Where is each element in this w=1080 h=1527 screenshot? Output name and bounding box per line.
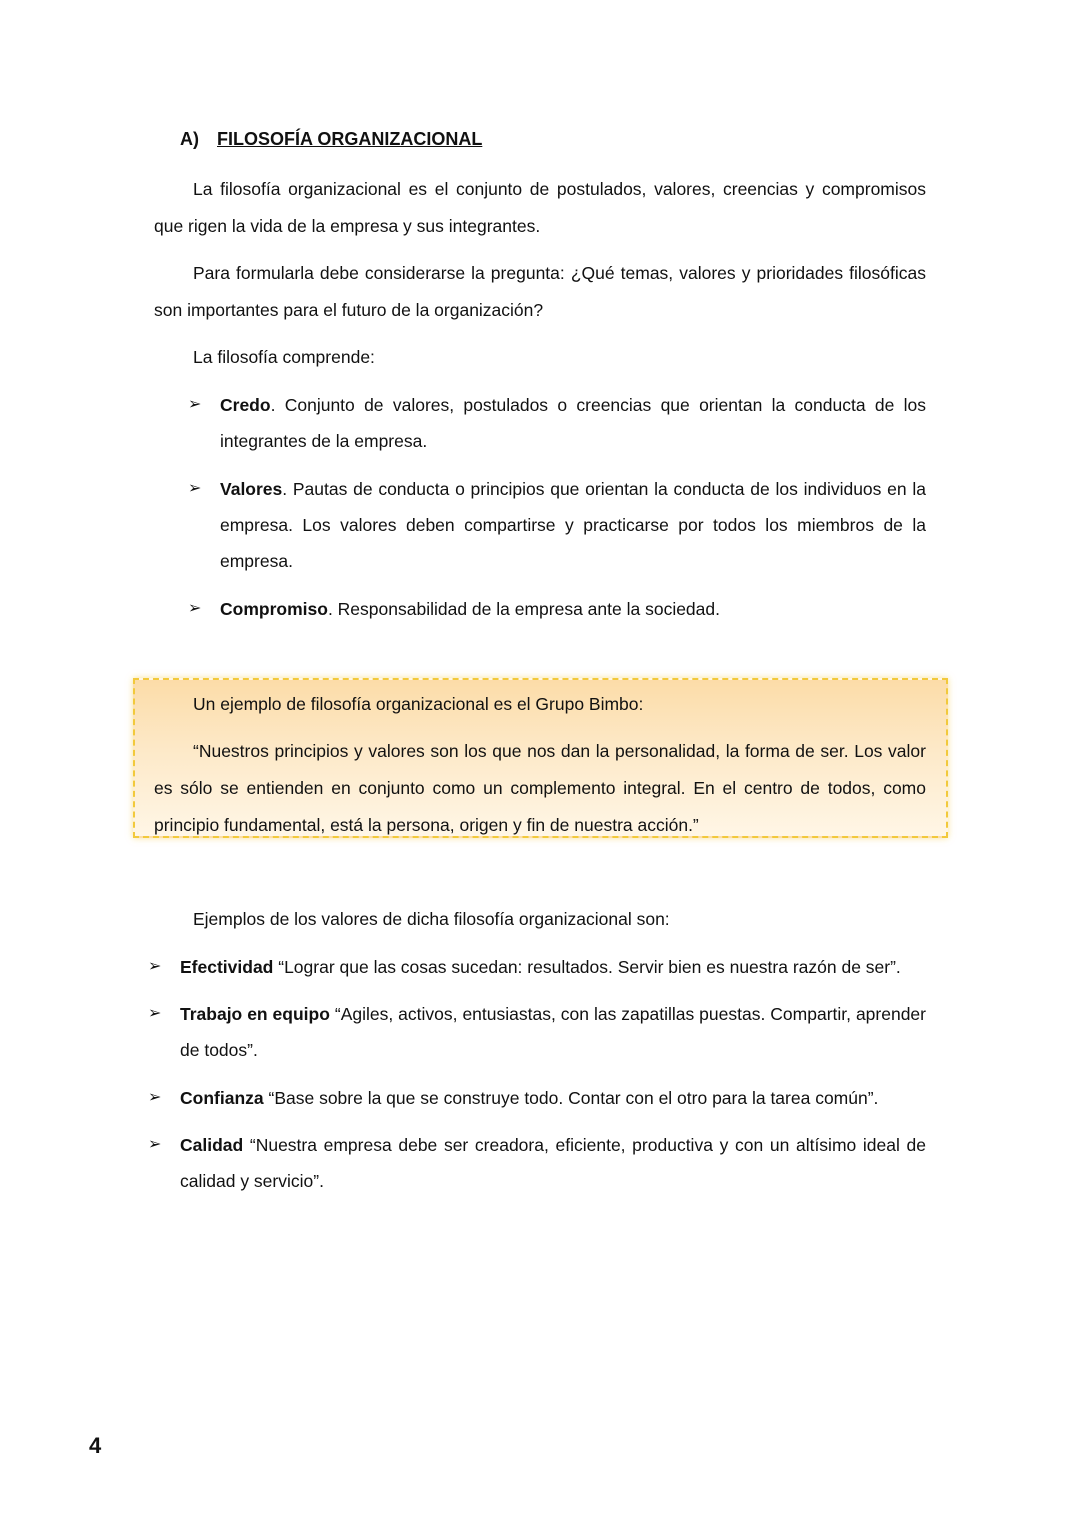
example-term: Calidad (180, 1135, 244, 1155)
section-letter: A) (180, 129, 199, 149)
component-item-compromiso (188, 591, 926, 627)
intro-paragraph-comprises: La filosofía comprende: (193, 347, 375, 367)
examples-intro: Ejemplos de los valores de dicha filosofía organizacional son: (193, 909, 670, 929)
example-text: “Nuestra empresa debe ser creadora, eficiente, productiva y con un altísimo ideal de calidad y servicio”. (180, 1135, 926, 1191)
example-term: Confianza (180, 1088, 264, 1108)
section-heading (180, 129, 482, 150)
example-item-confianza (148, 1080, 926, 1116)
bullet-arrow-icon: ➢ (148, 958, 162, 975)
bullet-arrow-icon: ➢ (148, 1089, 162, 1106)
component-item-credo (188, 387, 926, 459)
bullet-arrow-icon: ➢ (188, 480, 202, 497)
example-item-calidad (148, 1127, 926, 1199)
component-term: Credo (220, 395, 271, 415)
section-title: FILOSOFÍA ORGANIZACIONAL (217, 129, 483, 149)
component-text: . Conjunto de valores, postulados o creencias que orientan la conducta de los integrantes de la empresa. (220, 395, 926, 451)
example-term: Efectividad (180, 957, 274, 977)
example-text: “Agiles, activos, entusiastas, con las zapatillas puestas. Compartir, aprender de todos”. (180, 1004, 926, 1060)
component-item-valores (188, 471, 926, 579)
bullet-arrow-icon: ➢ (148, 1136, 162, 1153)
component-text: . Pautas de conducta o principios que orientan la conducta de los individuos en la empresa. Los valores deben compartirse y practicarse por todos los miembros de la empresa. (220, 479, 926, 571)
intro-paragraph-definition: La filosofía organizacional es el conjunto de postulados, valores, creencias y compromisos que rigen la vida de la empresa y sus integrantes. (154, 179, 926, 236)
bullet-arrow-icon: ➢ (188, 600, 202, 617)
callout-quote: “Nuestros principios y valores son los que nos dan la personalidad, la forma de ser. Los valor es sólo se entienden en conjunto como un complemento integral. En el centro de todos, como principio fundamental, está la persona, origen y fin de nuestra acción.” (154, 741, 926, 835)
example-term: Trabajo en equipo (180, 1004, 330, 1024)
bullet-arrow-icon: ➢ (188, 396, 202, 413)
page-number: 4 (89, 1433, 102, 1458)
example-item-trabajo-en-equipo (148, 996, 926, 1068)
component-term: Valores (220, 479, 283, 499)
component-term: Compromiso (220, 599, 328, 619)
example-item-efectividad (148, 949, 926, 985)
callout-intro: Un ejemplo de filosofía organizacional es el Grupo Bimbo: (193, 694, 644, 714)
component-text: . Responsabilidad de la empresa ante la sociedad. (327, 599, 720, 619)
example-text: “Base sobre la que se construye todo. Contar con el otro para la tarea común”. (263, 1088, 879, 1108)
intro-paragraph-question: Para formularla debe considerarse la pregunta: ¿Qué temas, valores y prioridades filosóficas son importantes para el futuro de la organización? (154, 263, 926, 320)
bullet-arrow-icon: ➢ (148, 1005, 162, 1022)
example-text: “Lograr que las cosas sucedan: resultados. Servir bien es nuestra razón de ser”. (273, 957, 901, 977)
